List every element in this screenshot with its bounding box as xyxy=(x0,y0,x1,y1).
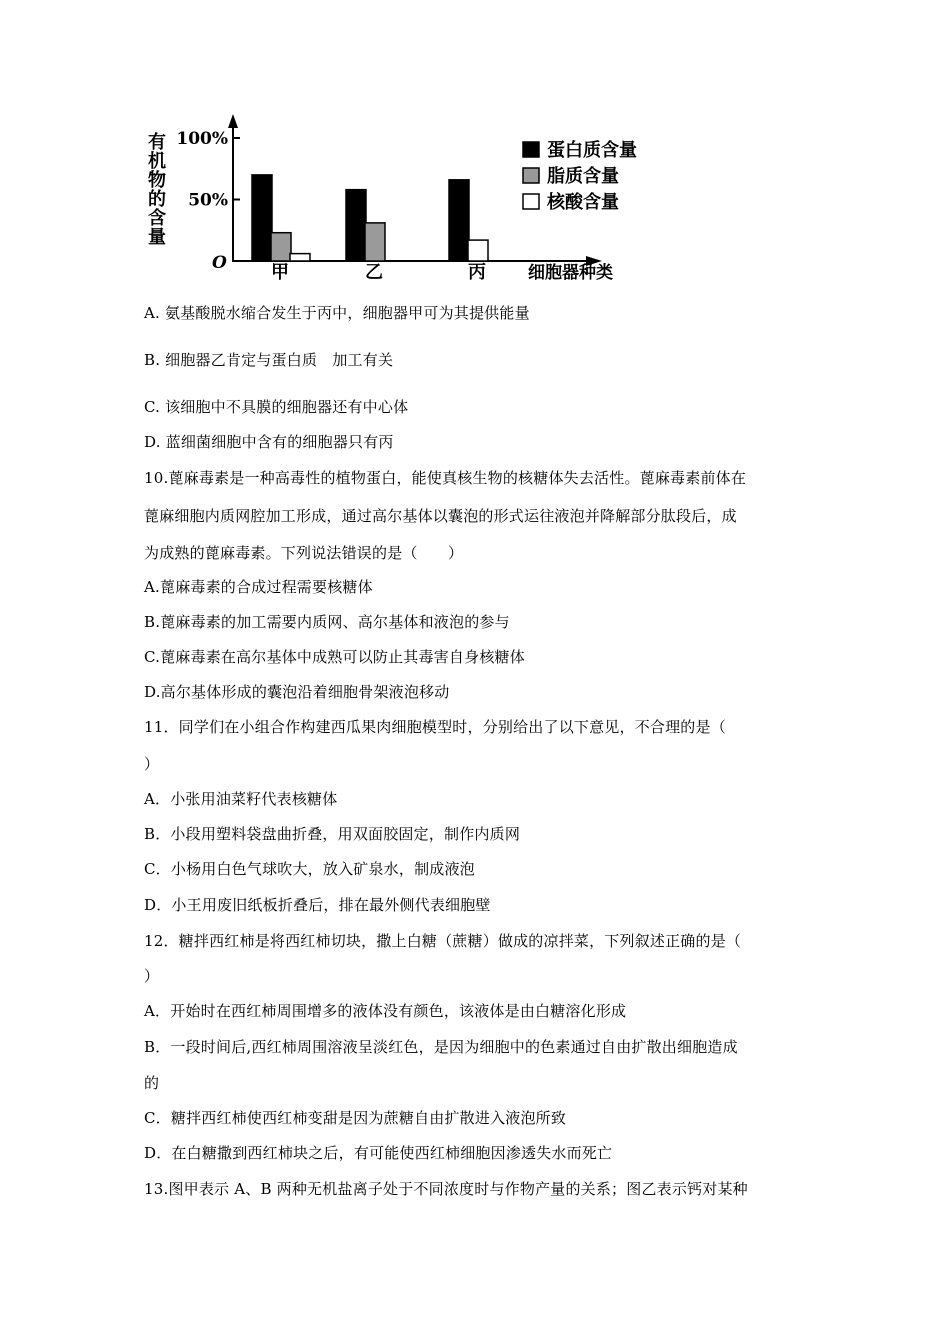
q10-stem: 蓖麻细胞内质网腔加工形成，通过高尔基体以囊泡的形式运往液泡并降解部分肽段后，成 xyxy=(144,507,737,525)
y-label-char: 机 xyxy=(148,151,166,172)
q12-stem: ） xyxy=(144,967,160,985)
x-axis-label: 细胞器种类 xyxy=(528,263,613,283)
q12-option: A．开始时在西红柿周围增多的液体没有颜色，该液体是由白糖溶化形成 xyxy=(144,1002,627,1020)
q10-option: B.蓖麻毒素的加工需要内质网、高尔基体和液泡的参与 xyxy=(144,613,510,631)
y-label-char: 量 xyxy=(148,227,166,248)
y-label-char: 有 xyxy=(148,132,166,153)
legend-label: 脂质含量 xyxy=(547,166,619,187)
q10-option: A.蓖麻毒素的合成过程需要核糖体 xyxy=(144,578,373,596)
legend xyxy=(523,139,637,213)
organelle-chart xyxy=(140,110,700,290)
y-axis-label xyxy=(148,131,166,248)
q12-option: C．糖拌西红柿使西红柿变甜是因为蔗糖自由扩散进入液泡所致 xyxy=(144,1109,567,1127)
q10-stem: 为成熟的蓖麻毒素。下列说法错误的是（ ） xyxy=(144,544,464,562)
bar-甲-脂质含量 xyxy=(271,233,291,261)
q11-option: A．小张用油菜籽代表核糖体 xyxy=(144,790,338,808)
bar-丙-蛋白质含量 xyxy=(449,180,469,261)
y-tick-label: 100% xyxy=(176,129,228,149)
q12-stem: 12．糖拌西红柿是将西红柿切块，撒上白糖（蔗糖）做成的凉拌菜，下列叙述正确的是（ xyxy=(144,932,742,950)
x-tick-label: 乙 xyxy=(365,262,383,283)
x-tick-labels xyxy=(271,262,486,283)
y-label-char: 含 xyxy=(148,208,166,229)
q9-option: A. 氨基酸脱水缩合发生于丙中，细胞器甲可为其提供能量 xyxy=(144,304,530,322)
q12-option: B．一段时间后,西红柿周围溶液呈淡红色，是因为细胞中的色素通过自由扩散出细胞造成 xyxy=(144,1038,738,1056)
q12-option: D．在白糖撒到西红柿块之后，有可能使西红柿细胞因渗透失水而死亡 xyxy=(144,1144,613,1162)
legend-label: 核酸含量 xyxy=(547,192,619,213)
legend-swatch xyxy=(523,194,539,209)
y-axis-arrow xyxy=(228,114,238,128)
bar-乙-脂质含量 xyxy=(365,223,385,261)
bars xyxy=(252,175,488,261)
legend-swatch xyxy=(523,168,539,183)
q11-option: C．小杨用白色气球吹大，放入矿泉水，制成液泡 xyxy=(144,860,475,878)
y-label-char: 的 xyxy=(148,189,166,210)
bar-甲-核酸含量 xyxy=(290,254,310,261)
legend-label: 蛋白质含量 xyxy=(547,140,637,161)
q10-stem: 10.蓖麻毒素是一种高毒性的植物蛋白，能使真核生物的核糖体失去活性。蓖麻毒素前体在 xyxy=(144,469,747,487)
q11-stem: 11．同学们在小组合作构建西瓜果肉细胞模型时，分别给出了以下意见，不合理的是（ xyxy=(144,718,726,736)
y-tick-label: 50% xyxy=(188,190,228,211)
y-label-char: 物 xyxy=(148,170,166,191)
origin-label: O xyxy=(212,253,227,273)
legend-swatch xyxy=(523,142,539,157)
q13-stem: 13.图甲表示 A、B 两种无机盐离子处于不同浓度时与作物产量的关系；图乙表示钙对某种 xyxy=(144,1180,748,1198)
x-tick-label: 丙 xyxy=(468,262,486,283)
q12-option: 的 xyxy=(144,1074,160,1092)
bar-甲-蛋白质含量 xyxy=(252,175,272,261)
q9-option: D. 蓝细菌细胞中含有的细胞器只有丙 xyxy=(144,433,394,451)
q11-option: B．小段用塑料袋盘曲折叠，用双面胶固定，制作内质网 xyxy=(144,825,521,843)
q10-option: D.高尔基体形成的囊泡沿着细胞骨架液泡移动 xyxy=(144,683,450,701)
bar-乙-蛋白质含量 xyxy=(346,190,366,261)
x-tick-label: 甲 xyxy=(271,262,289,283)
q9-option: C. 该细胞中不具膜的细胞器还有中心体 xyxy=(144,398,409,416)
bar-丙-核酸含量 xyxy=(468,240,488,261)
q10-option: C.蓖麻毒素在高尔基体中成熟可以防止其毒害自身核糖体 xyxy=(144,648,525,666)
q9-option: B. 细胞器乙肯定与蛋白质 加工有关 xyxy=(144,351,394,369)
y-ticks xyxy=(176,129,240,211)
q11-option: D．小王用废旧纸板折叠后，排在最外侧代表细胞壁 xyxy=(144,896,491,914)
q11-stem: ） xyxy=(144,755,160,773)
